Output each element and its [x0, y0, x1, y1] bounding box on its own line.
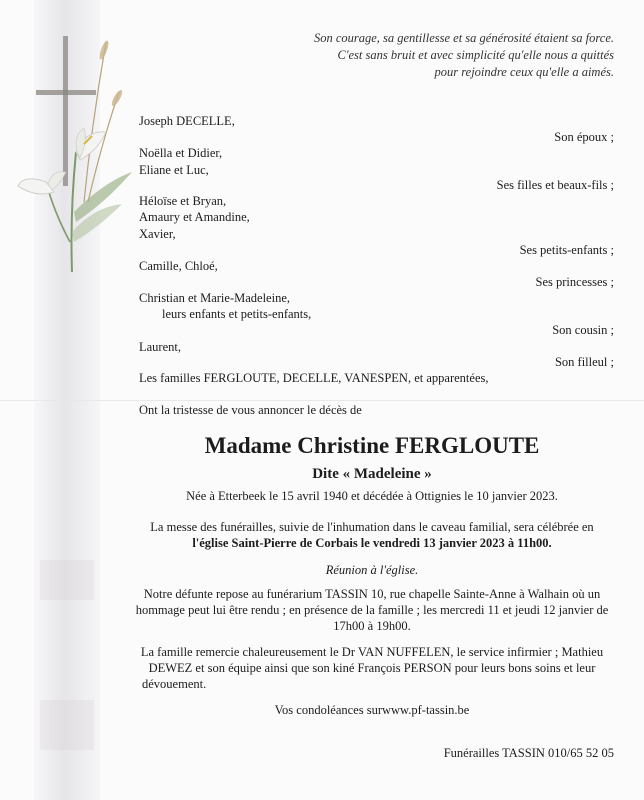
memorial-quote [284, 30, 614, 81]
quote-line: pour rejoindre ceux qu'elle a aimés. [434, 65, 614, 79]
mourner-name: leurs enfants et petits-enfants, [162, 307, 312, 321]
visitation-text: 17h00 à 19h00. [333, 619, 411, 633]
condolences-text: Vos condoléances surwww.pf-tassin.be [274, 703, 470, 717]
thanks-text: La famille remercie chaleureusement le Dr VAN NUFFELEN, le service infirmier ; Mathieu [140, 645, 604, 659]
quote-line: Son courage, sa gentillesse et sa générosité étaient sa force. [313, 31, 614, 45]
deceased-name: Madame Christine FERGLOUTE [204, 433, 540, 458]
band-shade [40, 700, 94, 750]
mourner-name: Héloïse et Bryan, [139, 194, 227, 208]
thanks-text: dévouement. [142, 677, 207, 691]
mourner-name: Eliane et Luc, [139, 163, 209, 177]
cross-lily-illustration [14, 32, 134, 272]
mourner-relation: Ses princesses ; [535, 275, 614, 289]
mourner-name: Joseph DECELLE, [139, 114, 235, 128]
ceremony-location: l'église Saint-Pierre de Corbais le vendredi 13 janvier 2023 à 11h00. [192, 536, 552, 550]
announcement-line: Ont la tristesse de vous annoncer le décès de [139, 403, 362, 417]
funeral-home-contact: Funérailles TASSIN 010/65 52 05 [443, 746, 614, 760]
mourner-name: Xavier, [139, 227, 176, 241]
deceased-alias: Dite « Madeleine » [312, 466, 432, 482]
mourner-relation: Son filleul ; [554, 355, 614, 369]
visitation-text: Notre défunte repose au funérarium TASSIN 10, rue chapelle Sainte-Anne à Walhain où un [143, 587, 601, 601]
reception-note: Réunion à l'église. [325, 563, 419, 577]
mourner-relation: Son cousin ; [552, 323, 614, 337]
quote-line: C'est sans bruit et avec simplicité qu'elle nous a quittés [337, 48, 614, 62]
thanks-text: DEWEZ et son équipe ainsi que son kiné François PERSON pour leurs bons soins et leur [148, 661, 596, 675]
ceremony-text: La messe des funérailles, suivie de l'inhumation dans le caveau familial, sera célébrée en [150, 520, 594, 534]
mourner-name: Noëlla et Didier, [139, 146, 223, 160]
band-shade [40, 560, 94, 600]
mourner-name: Laurent, [139, 340, 181, 354]
fold-line [0, 400, 644, 401]
mourner-relation: Ses petits-enfants ; [519, 243, 614, 257]
visitation-text: hommage peut lui être rendu ; en présence de la famille ; les mercredi 11 et jeudi 12 janvier de [135, 603, 609, 617]
families-line: Les familles FERGLOUTE, DECELLE, VANESPEN, et apparentées, [139, 371, 489, 385]
birth-death-dates: Née à Etterbeek le 15 avril 1940 et décédée à Ottignies le 10 janvier 2023. [186, 489, 558, 503]
mourner-relation: Ses filles et beaux-fils ; [496, 178, 614, 192]
mourner-relation: Son époux ; [554, 130, 614, 144]
mourner-name: Christian et Marie-Madeleine, [139, 291, 290, 305]
mourner-name: Amaury et Amandine, [139, 210, 250, 224]
mourner-name: Camille, Chloé, [139, 259, 218, 273]
